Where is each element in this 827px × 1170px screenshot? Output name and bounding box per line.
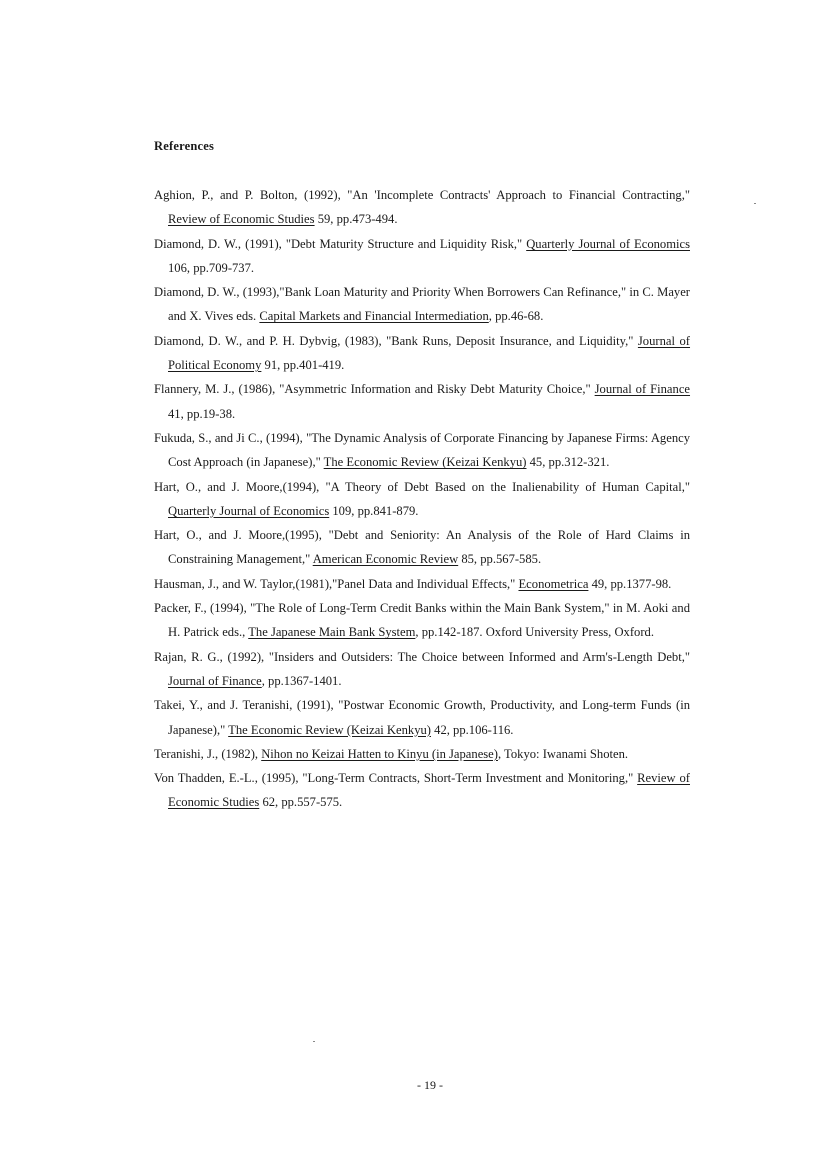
reference-list (154, 183, 690, 815)
scan-speck (754, 203, 756, 204)
reference-entry (154, 523, 690, 572)
reference-text: Takei, Y., and J. Teranishi, (1991), "Postwar Economic Growth, Productivity, and Long-term Funds (in Japanese)," (154, 698, 690, 737)
reference-text: 49, pp.1377-98. (588, 576, 672, 591)
reference-text: Fukuda, S., and Ji C., (1994), "The Dynamic Analysis of Corporate Financing by Japanese Firms: Agency Cost Approach (in Japanese)," (154, 430, 690, 470)
reference-text: , pp.142-187. Oxford University Press, Oxford. (415, 625, 654, 640)
reference-source-title: Econometrica (518, 576, 589, 591)
reference-source-title: The Economic Review (Keizai Kenkyu) (228, 722, 431, 737)
reference-text: Teranishi, J., (1982), (154, 746, 262, 761)
reference-text: Diamond, D. W., and P. H. Dybvig, (1983), "Bank Runs, Deposit Insurance, and Liquidity," (154, 333, 638, 348)
reference-text: 85, pp.567-585. (458, 552, 542, 567)
reference-source-title: Journal of Finance (168, 673, 262, 688)
reference-text: 59, pp.473-494. (314, 212, 398, 227)
reference-text: Aghion, P., and P. Bolton, (1992), "An 'Incomplete Contracts' Approach to Financial Contracting," (154, 188, 690, 202)
page-number: - 19 - (417, 1078, 443, 1092)
reference-text: Diamond, D. W., (1993),"Bank Loan Maturity and Priority When Borrowers Can Refinance," in C. Mayer and X. Vives eds. (154, 285, 690, 324)
reference-text: , pp.46-68. (488, 309, 544, 324)
reference-text: , pp.1367-1401. (261, 673, 342, 688)
reference-text: 42, pp.106-116. (431, 722, 514, 737)
reference-entry (154, 572, 690, 596)
reference-source-title: The Economic Review (Keizai Kenkyu) (323, 455, 527, 470)
reference-entry (154, 280, 690, 329)
reference-source-title: Nihon no Keizai Hatten to Kinyu (in Japanese) (261, 746, 498, 761)
reference-entry (154, 742, 690, 766)
reference-source-title: Journal of Finance (594, 382, 691, 397)
reference-entry (154, 183, 690, 232)
scan-speck (313, 1041, 315, 1042)
reference-entry (154, 645, 690, 694)
reference-text: Diamond, D. W., (1991), "Debt Maturity Structure and Liquidity Risk," (154, 236, 527, 251)
reference-text: Rajan, R. G., (1992), "Insiders and Outsiders: The Choice between Informed and Arm's-Length Debt," (154, 649, 690, 664)
reference-entry (154, 596, 690, 645)
references-heading: References (154, 139, 215, 153)
reference-source-title: Quarterly Journal of Economics (526, 236, 690, 251)
reference-entry (154, 377, 690, 426)
reference-text: Hausman, J., and W. Taylor,(1981),"Panel Data and Individual Effects," (154, 576, 519, 591)
reference-entry (154, 693, 690, 742)
reference-text: Flannery, M. J., (1986), "Asymmetric Information and Risky Debt Maturity Choice," (154, 382, 595, 397)
reference-text: 45, pp.312-321. (526, 455, 610, 470)
reference-text: Hart, O., and J. Moore,(1994), "A Theory of Debt Based on the Inalienability of Human Capital," (154, 479, 690, 494)
reference-source-title: Review of Economic Studies (168, 771, 690, 810)
reference-text: 109, pp.841-879. (329, 503, 419, 518)
reference-entry (154, 329, 690, 378)
reference-text: Von Thadden, E.-L., (1995), "Long-Term Contracts, Short-Term Investment and Monitoring," (154, 771, 638, 786)
reference-source-title: Capital Markets and Financial Intermediation (259, 309, 489, 324)
reference-text: 41, pp.19-38. (168, 406, 236, 421)
reference-source-title: Quarterly Journal of Economics (168, 503, 330, 518)
reference-text: 91, pp.401-419. (261, 358, 345, 373)
reference-entry (154, 766, 690, 815)
reference-entry (154, 426, 690, 475)
reference-entry (154, 475, 690, 524)
reference-text: Hart, O., and J. Moore,(1995), "Debt and Seniority: An Analysis of the Role of Hard Claims in Constraining Management," (154, 528, 690, 567)
reference-text: 62, pp.557-575. (259, 795, 343, 810)
reference-text: , Tokyo: Iwanami Shoten. (497, 746, 629, 761)
reference-source-title: The Japanese Main Bank System (248, 625, 416, 640)
reference-text: 106, pp.709-737. (168, 260, 255, 275)
reference-source-title: Journal of Political Economy (168, 333, 691, 373)
reference-source-title: American Economic Review (312, 552, 459, 567)
reference-entry (154, 232, 690, 281)
reference-source-title: Review of Economic Studies (168, 212, 315, 227)
reference-text: Packer, F., (1994), "The Role of Long-Term Credit Banks within the Main Bank System," in M. Aoki and H. Patrick eds., (154, 601, 690, 640)
